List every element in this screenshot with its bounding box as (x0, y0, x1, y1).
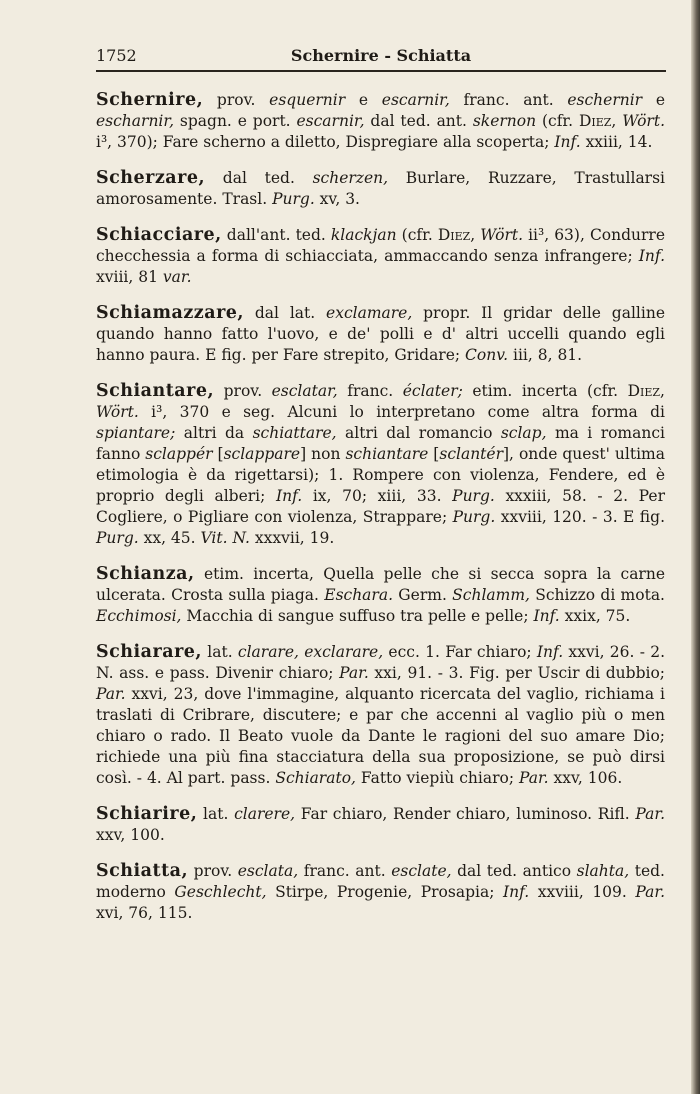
entry-text: prov. (214, 382, 272, 400)
entry-text: Purg. (272, 190, 315, 208)
entry-text: Conv. (465, 346, 509, 364)
entry-text: ] non (300, 445, 346, 463)
entry-text: Stirpe, Progenie, Prosapia; (266, 883, 503, 901)
entry-text: Wört. (480, 226, 524, 244)
entry-text: slahta, (576, 862, 630, 880)
entry-text: i³, 370); Fare scherno a diletto, Dispregiare alla scoperta; (96, 133, 555, 151)
dictionary-entry (96, 804, 665, 846)
entry-text: altri da (175, 424, 253, 442)
entry-text: xxv, 106. (548, 769, 623, 787)
entry-text: xxi, 91. - 3. Fig. per Uscir di dubbio; (368, 664, 666, 682)
entry-text: xxvi, 26. - 2. N. ass. e pass. Divenir chiaro; (96, 643, 665, 682)
entry-text: clarere, (234, 805, 296, 823)
entry-text: sclantér (439, 445, 503, 463)
entry-text: Par. (635, 805, 665, 823)
entry-text: xxxvii, 19. (249, 529, 335, 547)
entry-text: Geschlecht, (174, 883, 267, 901)
dictionary-entry (96, 303, 665, 366)
entry-text: exclamare, (326, 304, 413, 322)
entry-text: Inf. (554, 133, 581, 151)
entry-text: franc. ant. (298, 862, 392, 880)
entry-text: Diez, (627, 382, 665, 400)
entry-text: dal ted. antico (451, 862, 577, 880)
entry-text: xx, 45. (138, 529, 201, 547)
entry-text: lat. (202, 643, 238, 661)
entry-text: xxviii, 109. (529, 883, 636, 901)
entry-text: franc. ant. (449, 91, 568, 109)
entry-text: clarare, exclarare, (237, 643, 384, 661)
entry-text: xxviii, 120. - 3. E fig. (495, 508, 665, 526)
entry-text: sclap, (500, 424, 547, 442)
entry-text: Diez, (578, 112, 617, 130)
entry-text: altri dal romancio (336, 424, 501, 442)
entry-text: Macchia di sangue suffuso tra pelle e pelle; (181, 607, 534, 625)
entry-text: Ecchimosi, (96, 607, 182, 625)
entry-text: franc. (337, 382, 403, 400)
entry-text: xxiii, 14. (580, 133, 653, 151)
entry-text: xxv, 100. (96, 826, 165, 844)
entry-text: [ (428, 445, 440, 463)
entry-text: Far chiaro, Render chiaro, luminoso. Rifl. (295, 805, 636, 823)
entry-text: Purg. (96, 529, 139, 547)
entry-text: etim. incerta, Quella pelle che si secca sopra la carne ulcerata. Crosta sulla piaga. (96, 565, 665, 604)
entry-text: dall'ant. ted. (221, 226, 331, 244)
entry-text: skernon (472, 112, 537, 130)
entry-text: dal lat. (244, 304, 327, 322)
entry-text: etim. incerta (cfr. (462, 382, 628, 400)
dictionary-entry (96, 225, 665, 288)
entry-text: Inf. (536, 643, 564, 661)
entry-text: scherzen, (312, 169, 389, 187)
entry-text: éclater; (402, 382, 463, 400)
entry-text: xviii, 81 (96, 268, 163, 286)
entry-text: Par. (339, 664, 369, 682)
entry-headword: Schernire, (96, 90, 204, 110)
entry-text: esclatar, (271, 382, 338, 400)
entry-text: esquernir (269, 91, 346, 109)
entry-text: Inf. (638, 247, 665, 265)
entry-headword: Schianza, (96, 564, 195, 584)
dictionary-entry (96, 861, 665, 924)
entry-text: propr. Il gridar delle galline quando hanno fatto l'uovo, e de' polli e d' altri uccelli quando egli hanno paura. E fig. per Fare strepito, Gridare; (96, 304, 666, 364)
entry-text: Par. (518, 769, 549, 787)
entry-text: esclata, (237, 862, 299, 880)
entry-text: Inf. (502, 883, 530, 901)
entry-text: prov. (188, 862, 238, 880)
entry-text: Germ. (393, 586, 453, 604)
entry-text: Schlamm, (452, 586, 530, 604)
entry-text: iii, 8, 81. (508, 346, 583, 364)
entry-text: Par. (635, 883, 665, 901)
entry-headword: Schiarare, (96, 642, 203, 662)
entry-text: Purg. (452, 487, 495, 505)
entry-text: escarnir, (296, 112, 365, 130)
entry-text: Burlare, Ruzzare, Trastullarsi amorosamente. Trasl. (96, 169, 666, 208)
entry-text: Vit. N. (200, 529, 250, 547)
entry-text: Fatto viepiù chiaro; (355, 769, 519, 787)
page-edge (691, 0, 700, 1094)
dictionary-entry (96, 381, 665, 549)
entry-text: escharnir, (96, 112, 175, 130)
entry-headword: Schiatta, (96, 861, 189, 881)
entry-text: Diez, (437, 226, 476, 244)
entry-text: Inf. (276, 487, 303, 505)
entry-text: Schizzo di mota. (529, 586, 665, 604)
entry-text: Par. (96, 685, 126, 703)
entry-text: var. (162, 268, 192, 286)
entries-list (96, 90, 665, 939)
entry-text: [ (212, 445, 224, 463)
entry-text: ix, 70; xiii, 33. (302, 487, 453, 505)
dictionary-entry (96, 90, 665, 153)
entry-text: xxxiii, 58. - 2. Per Cogliere, o Pigliare con violenza, Strappare; (96, 487, 665, 526)
entry-text: spiantare; (96, 424, 176, 442)
entry-text: spagn. e port. (174, 112, 297, 130)
entry-text: Inf. (533, 607, 560, 625)
entry-text: xxvi, 23, dove l'immagine, alquanto ricercata del vaglio, richiama i traslati di Cribrare, discutere; e par che accenni al vaglio più o men chiaro o rado. Il Beato vuole da Dante le ragioni del suo amare Dio; richiede una più fina stacciatura della sua proposizione, se può dirsi così. - 4. Al part. pass. (96, 685, 665, 787)
entry-text: ted. moderno (96, 862, 665, 901)
entry-text: (cfr. (396, 226, 438, 244)
entry-text: Eschara. (324, 586, 394, 604)
entry-text: dal ted. ant. (364, 112, 473, 130)
entry-text: ma i romanci fanno (96, 424, 665, 463)
dictionary-entry (96, 168, 665, 210)
page-header (96, 44, 666, 68)
entry-text: xv, 3. (314, 190, 360, 208)
entry-text: e (642, 91, 665, 109)
entry-text: eschernir (567, 91, 643, 109)
dictionary-entry (96, 564, 665, 627)
entry-text: Purg. (452, 508, 496, 526)
entry-text: esclate, (391, 862, 452, 880)
entry-text: lat. (197, 805, 235, 823)
running-head: Schernire - Schiatta (290, 46, 472, 65)
entry-text: dal ted. (205, 169, 313, 187)
entry-text: e (345, 91, 382, 109)
entry-headword: Schiarire, (96, 804, 198, 824)
entry-text: xvi, 76, 115. (96, 904, 193, 922)
entry-text: escarnir, (381, 91, 450, 109)
header-rule (96, 70, 666, 72)
entry-text: Wört. (96, 403, 139, 421)
entry-text: klackjan (330, 226, 397, 244)
entry-text: Wört. (622, 112, 665, 130)
entry-text: ], onde quest' ultima etimologia è da rigettarsi); 1. Rompere con violenza, Fendere, ed è proprio degli alberi; (96, 445, 665, 505)
entry-text: (cfr. (536, 112, 579, 130)
entry-text: i³, 370 e seg. Alcuni lo interpretano come altra forma di (138, 403, 665, 421)
entry-headword: Schiacciare, (96, 225, 222, 245)
entry-text: schiattare, (252, 424, 337, 442)
entry-text: schiantare (345, 445, 429, 463)
entry-headword: Schiantare, (96, 381, 215, 401)
dictionary-entry (96, 642, 665, 789)
entry-text: ecc. 1. Far chiaro; (383, 643, 537, 661)
entry-text: sclappér (145, 445, 213, 463)
entry-headword: Schiamazzare, (96, 303, 245, 323)
page-number: 1752 (96, 46, 137, 65)
entry-text: Schiarato, (275, 769, 356, 787)
entry-text: sclappare (223, 445, 301, 463)
entry-text: prov. (203, 91, 270, 109)
entry-headword: Scherzare, (96, 168, 206, 188)
entry-text: xxix, 75. (559, 607, 631, 625)
entry-text: ii³, 63), Condurre checchessia a forma di schiacciata, ammaccando senza infrangere; (96, 226, 666, 265)
